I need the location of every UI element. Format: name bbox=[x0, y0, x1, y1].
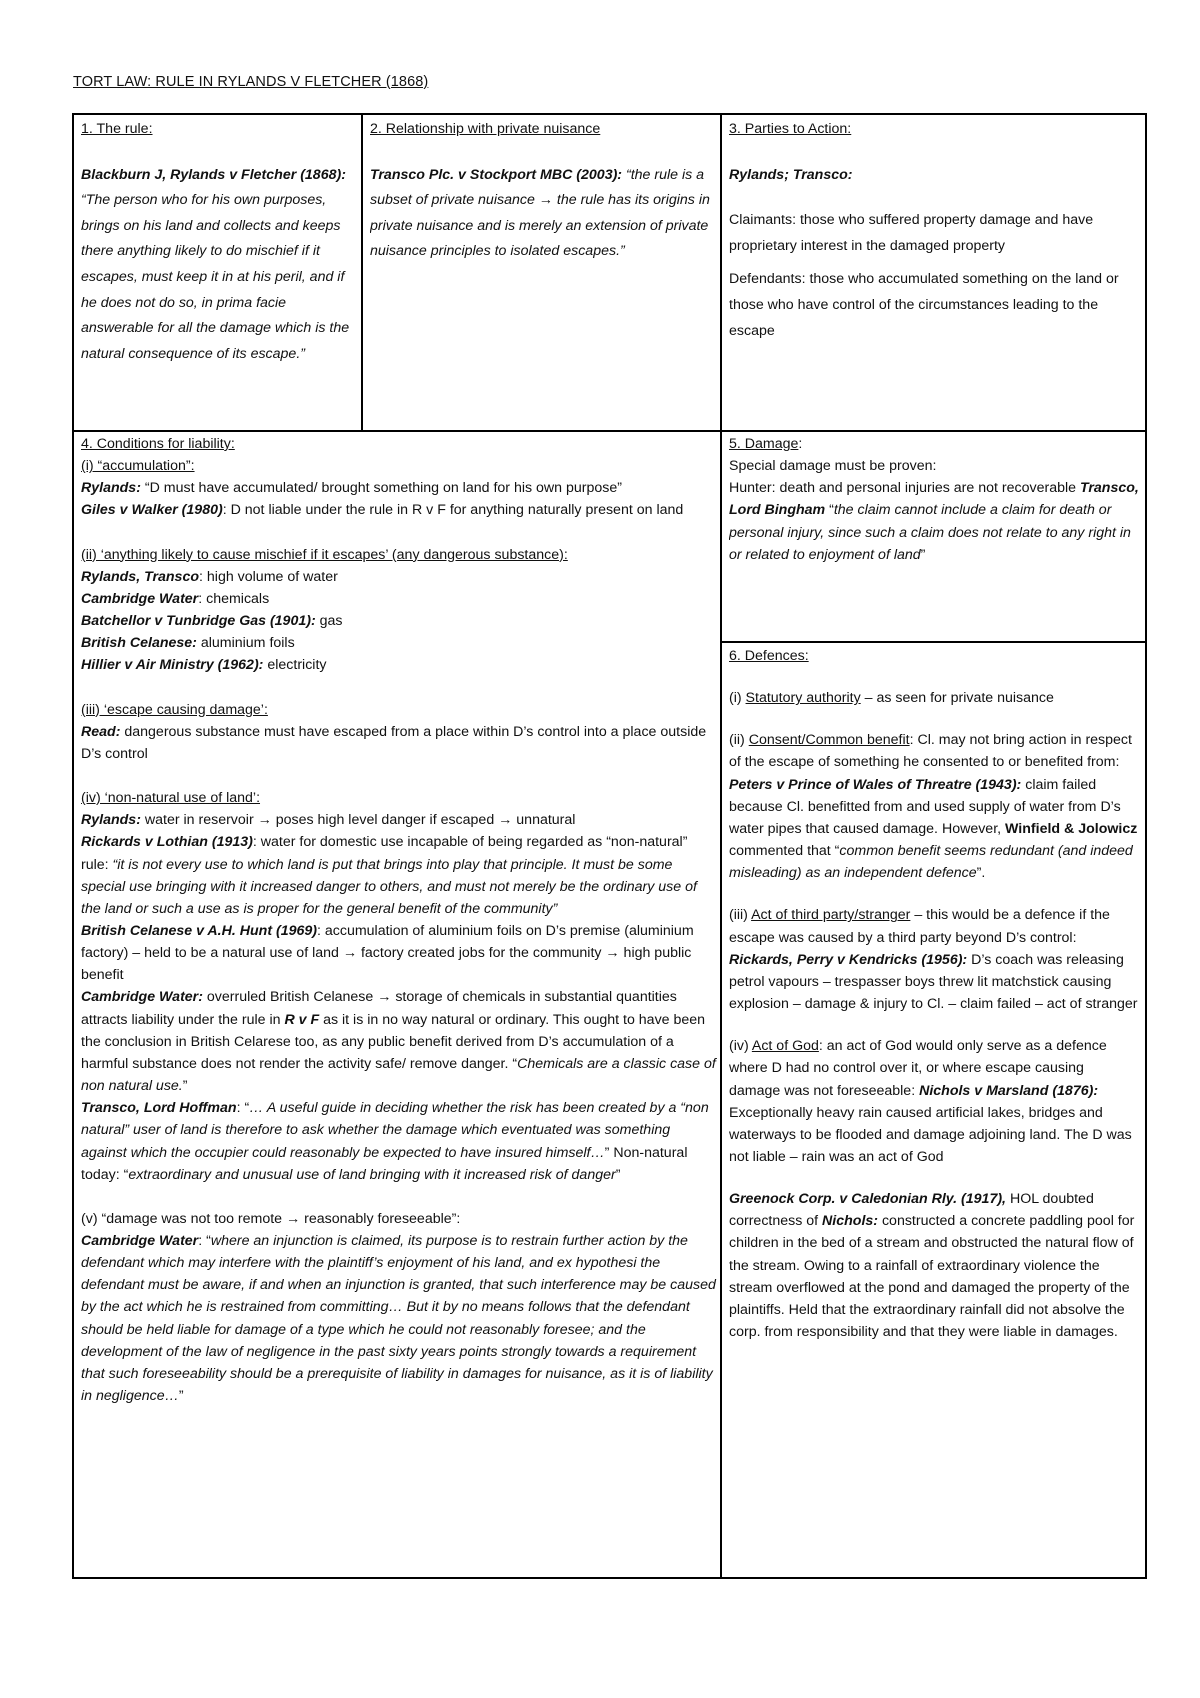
defence-item bbox=[729, 904, 1139, 1015]
defence-label: (ii) bbox=[729, 732, 749, 749]
case-name: Rylands, Transco bbox=[81, 568, 200, 585]
damage-line: Special damage must be proven: bbox=[729, 458, 937, 475]
cell-defences bbox=[729, 645, 1139, 1575]
case-name: Batchellor v Tunbridge Gas (1901): bbox=[81, 613, 316, 630]
condition-point bbox=[81, 477, 717, 499]
section-heading: 2. Relationship with private nuisance bbox=[370, 121, 601, 137]
document-title: TORT LAW: RULE IN RYLANDS V FLETCHER (1868) bbox=[73, 74, 429, 90]
point-text: ” bbox=[178, 1388, 184, 1405]
subheading: (ii) ‘anything likely to cause mischief if it escapes’ (any dangerous substance): bbox=[81, 546, 568, 563]
case-name: British Celanese: bbox=[81, 635, 197, 652]
point-text: : Cl. may not bring action in respect of the escape of something he consented to or benefited from: bbox=[729, 732, 1132, 771]
point-text: dangerous substance must have escaped from a place within D’s control into a place outside D’s control bbox=[81, 723, 707, 762]
defence-title: Act of third party/stranger bbox=[751, 907, 911, 924]
cell-parties bbox=[729, 117, 1139, 427]
quote: where an injunction is claimed, its purpose is to restrain further action by the defendant which may interfere with the plaintiff’s enjoyment of his land, and ex hypothesi the defendant must be aware, if and when an injunction is granted, that such interference may be caused by the act which he is restrained from committing… But it by no means follows that the defendant should be held liable for damage of a type which he could not reasonably foresee; and the development of the law of negligence in the past sixty years points strongly towards a requirement that such foreseeability should be a prerequisite of liability in damages for nuisance, as it is of liability in negligence… bbox=[81, 1233, 716, 1405]
point-text: ” bbox=[182, 1078, 188, 1095]
defence-item bbox=[729, 729, 1139, 773]
cell-damage bbox=[729, 433, 1139, 638]
point-text: ”. bbox=[976, 865, 986, 882]
case-name: Read: bbox=[81, 723, 121, 740]
condition-point bbox=[81, 610, 717, 632]
cell-conditions bbox=[81, 433, 717, 1575]
case-name: Transco Plc. v Stockport MBC (2003): bbox=[370, 166, 623, 183]
condition-point bbox=[81, 809, 717, 831]
damage-line bbox=[729, 477, 1139, 566]
cell-relationship bbox=[370, 117, 715, 427]
defence-title: Act of God bbox=[751, 1038, 819, 1055]
section-heading: 4. Conditions for liability: bbox=[81, 436, 235, 452]
condition-point bbox=[81, 920, 717, 986]
rule-paragraph bbox=[81, 163, 356, 368]
author-names: Winfield & Jolowicz bbox=[1005, 820, 1138, 837]
condition-point bbox=[81, 1230, 717, 1407]
point-text: : high volume of water bbox=[199, 568, 338, 585]
subheading: (i) “accumulation”: bbox=[81, 458, 195, 475]
point-text: constructed a concrete paddling pool for children in the bed of a stream and obstructed the natural flow of the stream. Owing to a rainfall of extraordinary violence the stream overflowed at the pond and damaged the property of the plaintiffs. Held that the extraordinary rainfall did not absolve the corp. from responsibility and that they were liable in damages. bbox=[729, 1213, 1135, 1341]
subheading: (v) “damage was not too remote → reasonably foreseeable”: bbox=[81, 1210, 461, 1227]
defence-label: (i) bbox=[729, 690, 746, 707]
case-name: Cambridge Water bbox=[81, 590, 199, 607]
point-text: Exceptionally heavy rain caused artificial lakes, bridges and waterways to be flooded and damage adjoining land. The D was not liable – rain was an act of God bbox=[729, 1104, 1132, 1165]
case-name: British Celanese v A.H. Hunt (1969) bbox=[81, 922, 317, 939]
point-text: claim failed because Cl. benefitted from and used supply of water from D’s water pipes that caused damage. However, bbox=[729, 776, 1121, 837]
point-text: Hunter: death and personal injuries are not recoverable bbox=[729, 480, 1080, 497]
case-name: Blackburn J, Rylands v Fletcher (1868): bbox=[81, 166, 346, 183]
defence-case bbox=[729, 774, 1139, 885]
divider bbox=[720, 641, 1145, 643]
condition-point bbox=[81, 1097, 717, 1186]
condition-point bbox=[81, 566, 717, 588]
point-text: – this would be a defence if the escape was caused by a third party beyond D’s control: bbox=[729, 907, 1110, 946]
notes-table bbox=[72, 113, 1147, 1579]
point-text: as it is in no way natural or ordinary. This ought to have been the conclusion in British Celarese too, as any public benefit derived from D’s accumulation of a harmful substance does not render the activity safe/ remove danger. “ bbox=[81, 1011, 706, 1072]
divider bbox=[74, 430, 1145, 432]
section-heading: 1. The rule: bbox=[81, 121, 153, 137]
defence-label: (iv) bbox=[729, 1038, 752, 1055]
point-text: : D not liable under the rule in R v F for anything naturally present on land bbox=[222, 502, 684, 519]
point-text: commented that “ bbox=[729, 843, 840, 860]
case-name: Rickards, Perry v Kendricks (1956): bbox=[729, 951, 968, 968]
case-name: Transco, Lord Bingham bbox=[729, 480, 1139, 519]
quote: … A useful guide in deciding whether the risk has been created by a “non natural” user of land is therefore to ask whether the damage which eventuated was something against which the occupier could reasonably be expected to have insured himself… bbox=[81, 1100, 709, 1161]
case-name: Nichols: bbox=[822, 1213, 879, 1230]
case-name: Peters v Prince of Wales of Threatre (1943): bbox=[729, 776, 1022, 793]
section-heading: 3. Parties to Action: bbox=[729, 121, 852, 137]
case-name: Rylands; Transco: bbox=[729, 166, 853, 183]
point-text: – as seen for private nuisance bbox=[860, 690, 1054, 707]
condition-point bbox=[81, 588, 717, 610]
point-text: “ bbox=[825, 502, 834, 519]
point-text: : “ bbox=[198, 1233, 211, 1249]
case-name: Transco, Lord Hoffman bbox=[81, 1100, 237, 1117]
point-text: : “ bbox=[236, 1100, 250, 1117]
point-text: ” bbox=[920, 546, 926, 563]
point-text: overruled British Celanese → storage of chemicals in substantial quantities attracts liability under the rule in bbox=[81, 989, 677, 1028]
divider bbox=[720, 115, 722, 1577]
point-text: water in reservoir → poses high level danger if escaped → unnatural bbox=[140, 812, 576, 829]
defence-case bbox=[729, 1188, 1139, 1343]
condition-point bbox=[81, 831, 717, 920]
point-text: : accumulation of aluminium foils on D’s premise (aluminium factory) – held to be a natural use of land → factory created jobs for the community → high public benefit bbox=[81, 922, 694, 984]
defence-label: (iii) bbox=[729, 907, 752, 924]
point-text: : water for domestic use incapable of being regarded as “non-natural” rule: bbox=[81, 834, 688, 873]
quote: common benefit seems redundant (and indeed misleading) as an independent defence bbox=[729, 843, 1133, 882]
case-name: Hillier v Air Ministry (1962): bbox=[81, 657, 264, 674]
point-text: ” bbox=[615, 1166, 621, 1183]
case-name: Giles v Walker (1980) bbox=[81, 502, 223, 519]
point-text: HOL doubted correctness of bbox=[729, 1191, 1094, 1230]
case-name: Rickards v Lothian (1913) bbox=[81, 834, 253, 851]
point-text: D’s coach was releasing petrol vapours – trespasser boys threw lit matchstick causing explosion – damage & injury to Cl. – claim failed – act of stranger bbox=[729, 951, 1138, 1013]
heading-colon: : bbox=[798, 436, 803, 452]
case-name: Rylands: bbox=[81, 812, 141, 829]
point-text: aluminium foils bbox=[196, 635, 295, 652]
claimants-text: Claimants: those who suffered property damage and have proprietary interest in the damaged property bbox=[729, 212, 1094, 254]
defendants-text: Defendants: those who accumulated something on the land or those who have control of the circumstances leading to the escape bbox=[729, 271, 1119, 339]
relationship-paragraph bbox=[370, 163, 715, 265]
defence-title: Statutory authority bbox=[745, 690, 861, 707]
cell-rule bbox=[81, 117, 356, 427]
quote: “it is not every use to which land is put that brings into play that principle. It must be some special use bringing with it increased danger to others, and must not merely be the ordinary use of the land or such a use as is proper for the general benefit of the community” bbox=[81, 856, 697, 917]
point-text: : an act of God would only serve as a defence where D had no control over it, or where escape causing damage was not foreseeable: bbox=[729, 1038, 1107, 1099]
point-text: “D must have accumulated/ brought something on land for his own purpose” bbox=[140, 480, 622, 497]
defence-title: Consent/Common benefit bbox=[748, 732, 910, 749]
condition-point bbox=[81, 499, 717, 521]
condition-point bbox=[81, 654, 717, 676]
defence-item bbox=[729, 1035, 1139, 1168]
point-text: gas bbox=[315, 613, 343, 630]
case-name: Nichols v Marsland (1876): bbox=[919, 1082, 1099, 1099]
case-name: Cambridge Water: bbox=[81, 989, 203, 1006]
subheading: (iv) ‘non-natural use of land’: bbox=[81, 790, 261, 807]
section-heading bbox=[729, 433, 1139, 455]
case-name: Rylands: bbox=[81, 480, 141, 497]
condition-point bbox=[81, 986, 717, 1097]
quote: extraordinary and unusual use of land bringing with it increased risk of danger bbox=[128, 1166, 616, 1183]
case-name: R v F bbox=[284, 1011, 320, 1028]
point-text: electricity bbox=[263, 657, 327, 674]
case-name: Cambridge Water bbox=[81, 1233, 199, 1249]
divider bbox=[361, 115, 363, 430]
subheading: (iii) ‘escape causing damage’: bbox=[81, 701, 268, 718]
case-name: Greenock Corp. v Caledonian Rly. (1917), bbox=[729, 1191, 1007, 1208]
quote: “The person who for his own purposes, brings on his land and collects and keeps there anything likely to do mischief if it escapes, must keep it in at his peril, and if he does not do so, in prima facie answerable for all the damage which is the natural consequence of its escape.” bbox=[81, 192, 350, 362]
condition-point bbox=[81, 721, 717, 765]
point-text: ” Non-natural today: “ bbox=[81, 1144, 688, 1183]
quote: “the rule is a subset of private nuisance → the rule has its origins in private nuisance and is merely an extension of private nuisance principles to isolated escapes.” bbox=[370, 166, 710, 260]
quote: Chemicals are a classic case of non natural use. bbox=[81, 1055, 716, 1095]
section-heading: 6. Defences: bbox=[729, 648, 809, 664]
defence-item bbox=[729, 687, 1139, 709]
quote: the claim cannot include a claim for death or personal injury, since such a claim does not relate to any right in or related to enjoyment of land bbox=[729, 502, 1131, 563]
point-text: : chemicals bbox=[198, 590, 270, 607]
heading-text: 5. Damage bbox=[729, 436, 799, 452]
condition-point bbox=[81, 632, 717, 654]
